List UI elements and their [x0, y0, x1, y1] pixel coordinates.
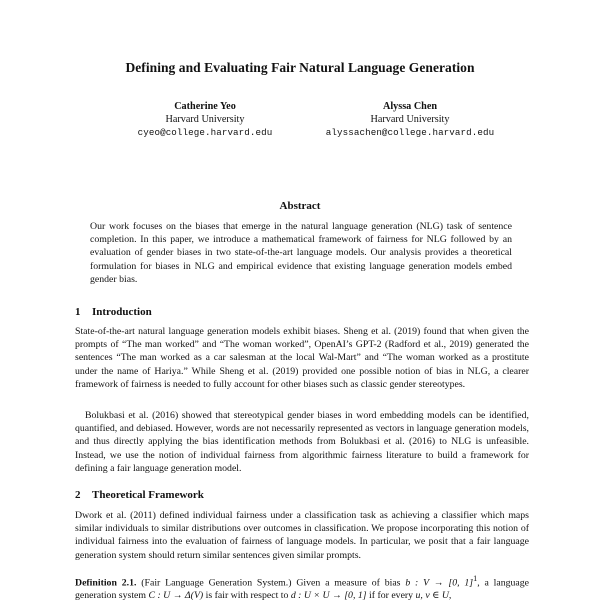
section-2-number: 2 [75, 489, 81, 501]
section-2-paragraph-1: Dwork et al. (2011) defined individual fairness under a classification task as achieving a classifier which maps similar individuals to similar distributions over outcomes in classification. We propose incorporating this notion of individual fairness into the evaluation of fairness of language models. In particular, we posit that a fair language generation system should return similar sentences given similar prompts. [75, 510, 529, 561]
paper-title: Defining and Evaluating Fair Natural Language Generation [125, 60, 475, 75]
author-2-name: Alyssa Chen [382, 101, 438, 112]
definition-math-d: u, v ∈ U, [415, 590, 452, 602]
definition-math-c: d : U × U → [0, 1] [290, 590, 367, 602]
section-1-number: 1 [75, 306, 81, 318]
section-1-paragraph-2: Bolukbasi et al. (2016) showed that stereotypical gender biases in word embedding models can be identified, quantified, and debiased. However, words are not necessarily represented as vectors in language generation models, and thus directly applying the bias identification methods from Bolukbasi et al. (2016) to NLG is unfeasible. Instead, we use the notion of individual fairness from algorithmic fairness literature to build a framework for defining a fair language generation model. [75, 410, 529, 474]
definition-2-1 [75, 572, 529, 603]
section-2-title: Theoretical Framework [92, 489, 204, 501]
section-1-title: Introduction [92, 306, 152, 318]
definition-math-b: C : U → Δ(V) [148, 590, 204, 602]
author-1-affiliation: Harvard University [165, 114, 245, 125]
author-1 [100, 100, 310, 139]
author-1-name: Catherine Yeo [174, 101, 236, 112]
definition-footnote-mark: 1 [473, 574, 478, 583]
author-1-email: cyeo@college.harvard.edu [137, 127, 273, 138]
author-2 [310, 100, 510, 139]
section-1-heading [75, 306, 152, 318]
abstract-text: Our work focuses on the biases that emerge in the natural language generation (NLG) task of sentence completion. In this paper, we introduce a mathematical framework of fairness for NLG followed by an evaluation of gender biases in two state-of-the-art language models. Our analysis provides a theoretical formulation for biases in NLG and empirical evidence that existing language generation models embed gender bias. [90, 221, 512, 285]
author-2-email: alyssachen@college.harvard.edu [325, 127, 495, 138]
section-2-heading [75, 489, 204, 501]
definition-text-a: (Fair Language Generation System.) Given a measure of bias [141, 577, 406, 589]
abstract-heading: Abstract [279, 200, 321, 212]
definition-text-b: , a language generation system [75, 577, 529, 602]
definition-math-a: b : V → [0, 1] [405, 577, 474, 589]
definition-text-c: is fair with respect to [203, 590, 291, 602]
definition-text-d: if for every [366, 590, 416, 602]
author-2-affiliation: Harvard University [370, 114, 450, 125]
definition-label: Definition 2.1. [75, 577, 137, 589]
author-block [100, 100, 520, 154]
section-1-paragraph-1: State-of-the-art natural language generation models exhibit biases. Sheng et al. (2019) found that when given the prompts of “The man worked” and “The woman worked”, OpenAI’s GPT-2 (Radford et al., 2019) generated the sentences “The man worked as a car salesman at the local Wal-Mart” and “The woman worked as a prostitute under the name of Hariya.” While Sheng et al. (2019) provided one possible notion of bias in NLG, a clearer framework of fairness is needed to fully account for other biases such as classic gender stereotypes. [75, 326, 529, 390]
